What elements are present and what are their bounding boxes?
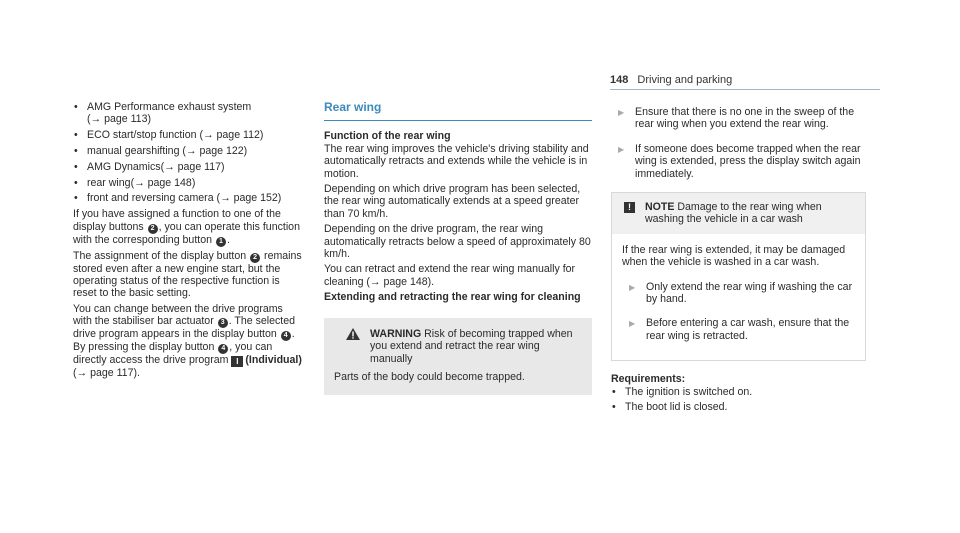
list-item: • rear wing(→ page 148) [73,177,303,189]
paragraph: Depending on the drive program, the rear wing automatically retracts below a speed of approximately 80 km/h. [324,223,591,261]
list-item: • The boot lid is closed. [611,401,866,413]
note-box [611,192,866,361]
paragraph: You can change between the drive programs with the stabiliser bar actuator 3 . The selected drive program appears in the display button 4 . By pressing the display button 4 , you can directly access the drive program I (Individual) (→ page 117). [73,302,302,380]
list-item: • ECO start/stop function (→ page 112) [73,129,303,141]
note-header [612,193,865,234]
step-item: ▶ Ensure that there is no one in the sweep of the rear wing when you extend the rear wing. [611,106,866,131]
callout-2-icon: 2 [148,224,158,234]
warning-header [334,328,582,365]
step-list [611,102,866,180]
warning-label: WARNING [370,327,422,340]
paragraph: If the rear wing is extended, it may be damaged when the vehicle is washed in a car wash. [622,243,846,269]
note-exclamation-icon: ! [624,202,635,213]
list-item: • front and reversing camera (→ page 152) [73,192,303,204]
list-item: • AMG Dynamics(→ page 117) [73,161,303,173]
individual-program-icon: I [231,356,243,367]
requirements-heading: Requirements: [611,373,686,386]
note-label: NOTE [645,201,675,214]
paragraph: The rear wing improves the vehicle's driving stability and automatically retracts and extends while the vehicle is in motion. [324,142,589,180]
column-middle [324,101,592,395]
list-item: • AMG Performance exhaust system (→ page 113) [73,101,303,126]
callout-1-icon: 1 [216,237,226,247]
callout-4-icon: 4 [281,331,291,341]
callout-2-icon: 2 [250,253,260,263]
subheading: Function of the rear wing [324,130,451,143]
paragraph: You can retract and extend the rear wing manually for cleaning (→ page 148). [324,263,576,288]
section-heading: Rear wing [324,101,592,121]
page-header [610,74,732,86]
column-right [611,102,866,417]
section-title: Driving and parking [637,74,733,86]
callout-4-icon: 4 [218,344,228,354]
note-title: Damage to the rear wing when washing the vehicle in a car wash [645,201,822,226]
warning-title: Risk of becoming trapped when you extend and retract the rear wing manually [370,327,573,365]
paragraph: Depending on which drive program has been selected, the rear wing automatically extends at a speed greater than 70 km/h. [324,183,581,220]
paragraph: The assignment of the display button 2 remains stored even after a new engine start, but the operating status of the respective function is reset to the basic setting. [73,249,302,300]
header-divider [610,89,880,90]
step-item: ▶ If someone does become trapped when the rear wing is extended, press the display switch again immediately. [611,143,866,180]
page-ref-link[interactable]: (→ page 117). [73,367,140,380]
requirements-list [611,386,866,414]
list-item: • The ignition is switched on. [611,386,866,398]
warning-triangle-icon [346,328,360,340]
warning-body: Parts of the body could become trapped. [334,370,525,383]
function-list [73,101,303,205]
callout-3-icon: 3 [218,318,228,328]
page-ref-link[interactable]: (→ page 113) [87,113,151,126]
subheading: Extending and retracting the rear wing for cleaning [324,291,581,304]
note-body [612,234,865,360]
step-item: ▶ Only extend the rear wing if washing the car by hand. [622,281,855,306]
paragraph: If you have assigned a function to one of the display buttons 2 , you can operate this function with the corresponding button 1 . [73,208,300,246]
page-number: 148 [610,74,629,86]
warning-box [324,318,592,396]
list-item: • manual gearshifting (→ page 122) [73,145,303,157]
step-item: ▶ Before entering a car wash, ensure that the rear wing is retracted. [622,317,855,342]
note-step-list [622,281,855,343]
column-left [73,101,303,383]
